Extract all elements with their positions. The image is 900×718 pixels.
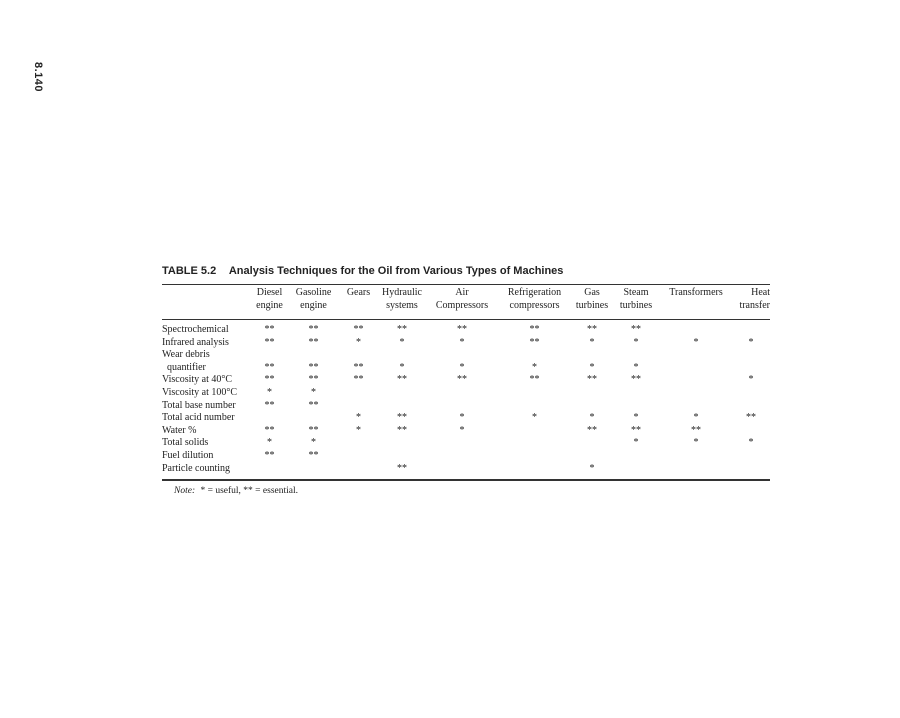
rating-cell: * [532, 412, 537, 424]
rating-cell [427, 387, 497, 400]
rating-cell: ** [397, 374, 407, 386]
column-header: Steam turbines [619, 287, 653, 311]
rating-cell: * [748, 374, 754, 386]
column-header: Hydraulic systems [382, 287, 422, 311]
rating-cell: ** [397, 462, 407, 474]
rating-cell: ** [631, 374, 641, 386]
table-note [174, 486, 298, 496]
rating-cell: * [633, 361, 639, 373]
table-bottom-rule [162, 479, 770, 481]
rating-cell: * [356, 424, 361, 436]
rating-cell [732, 400, 770, 413]
analysis-techniques-table [162, 285, 770, 475]
table-row [162, 374, 770, 387]
rating-cell [612, 463, 660, 476]
rating-cell [732, 450, 770, 463]
rating-cell [572, 349, 612, 362]
rating-cell: ** [308, 399, 319, 411]
rating-cell [427, 349, 497, 362]
row-label [162, 437, 252, 450]
table-row [162, 318, 770, 337]
row-label [162, 450, 252, 463]
rating-cell: ** [457, 374, 467, 386]
row-label [162, 362, 252, 375]
page-number: 8.140 [32, 62, 44, 93]
row-label-text: Viscosity at 100°C [162, 386, 238, 398]
rating-cell [732, 387, 770, 400]
rating-cell: * [267, 437, 272, 449]
rating-cell: ** [264, 449, 275, 461]
rating-cell: * [633, 412, 639, 424]
row-label-text: Viscosity at 40°C [162, 374, 233, 386]
column-header: Heat transfer [739, 287, 770, 311]
rating-cell [497, 463, 572, 476]
rating-cell [660, 349, 732, 362]
rating-cell: ** [746, 412, 756, 424]
row-label [162, 337, 252, 350]
rating-cell [572, 437, 612, 450]
rating-cell: * [633, 336, 639, 348]
rating-cell [287, 463, 340, 476]
row-label [162, 412, 252, 425]
rating-cell: ** [353, 324, 364, 335]
rating-cell [340, 387, 377, 400]
rating-cell: * [356, 336, 361, 348]
table-row [162, 362, 770, 375]
rating-cell: * [748, 437, 754, 449]
table-row [162, 463, 770, 476]
rating-cell: * [356, 412, 361, 424]
rating-cell: ** [529, 336, 540, 348]
rating-cell [340, 400, 377, 413]
row-label-text: Total solids [162, 437, 209, 449]
table-row [162, 337, 770, 350]
rating-cell [377, 400, 427, 413]
rating-cell [377, 349, 427, 362]
rating-cell: * [589, 462, 595, 474]
rating-cell [732, 318, 770, 337]
rating-cell [660, 374, 732, 387]
rating-cell [287, 349, 340, 362]
rating-cell: ** [308, 361, 319, 373]
rating-cell: * [311, 386, 316, 398]
rating-cell: * [633, 437, 639, 449]
rating-cell: * [589, 336, 595, 348]
rating-cell [660, 463, 732, 476]
rating-cell: ** [353, 361, 364, 373]
rating-cell [612, 349, 660, 362]
note-label: Note: [174, 486, 196, 496]
row-label-text: Total acid number [162, 412, 235, 424]
rating-cell: ** [308, 336, 319, 348]
rating-cell [660, 318, 732, 337]
column-header: Gasoline engine [295, 287, 332, 311]
row-header-cell [162, 285, 252, 318]
rating-cell [572, 400, 612, 413]
rating-cell: ** [631, 324, 641, 335]
rating-cell: * [459, 412, 465, 424]
rating-cell: * [459, 361, 465, 373]
column-header: Diesel engine [256, 287, 283, 311]
rating-cell [612, 400, 660, 413]
rating-cell: ** [397, 412, 407, 424]
rating-cell [732, 425, 770, 438]
table-row [162, 450, 770, 463]
rating-cell: ** [264, 324, 275, 335]
row-label [162, 425, 252, 438]
rating-cell [340, 463, 377, 476]
row-label [162, 349, 252, 362]
rating-cell [572, 387, 612, 400]
rating-cell: ** [529, 374, 540, 386]
rating-cell [340, 349, 377, 362]
column-header: Transformers [669, 287, 723, 298]
rating-cell: * [748, 336, 754, 348]
rating-cell [660, 450, 732, 463]
rating-cell: * [399, 336, 405, 348]
rating-cell: * [267, 386, 272, 398]
column-header: Refrigeration compressors [507, 287, 562, 311]
rating-cell: ** [308, 324, 319, 335]
row-label [162, 387, 252, 400]
row-label [162, 463, 252, 476]
rating-cell: * [693, 336, 699, 348]
rating-cell: ** [587, 324, 597, 335]
table-caption-number: TABLE 5.2 [162, 265, 217, 277]
rating-cell [377, 450, 427, 463]
rating-cell [377, 437, 427, 450]
column-header: Gears [346, 287, 371, 298]
rating-cell [252, 349, 287, 362]
rating-cell [252, 463, 287, 476]
rating-cell: ** [457, 324, 467, 335]
row-label-text: Infrared analysis [162, 336, 229, 348]
rating-cell: * [532, 361, 537, 373]
rating-cell: * [589, 412, 595, 424]
table-row [162, 412, 770, 425]
rating-cell [427, 437, 497, 450]
row-label [162, 318, 252, 337]
rating-cell [252, 412, 287, 425]
table-caption-title: Analysis Techniques for the Oil from Various Types of Machines [228, 265, 564, 277]
rating-cell [660, 387, 732, 400]
rating-cell [497, 349, 572, 362]
rating-cell [497, 387, 572, 400]
rating-cell: ** [397, 424, 407, 436]
rating-cell [497, 450, 572, 463]
table-row [162, 400, 770, 413]
rating-cell [612, 450, 660, 463]
rating-cell: * [399, 361, 405, 373]
table-header-row [162, 285, 770, 318]
rating-cell: ** [264, 374, 275, 386]
column-header: Air Compressors [435, 287, 489, 311]
rating-cell [427, 463, 497, 476]
rating-cell: * [589, 361, 595, 373]
rating-cell: * [693, 437, 699, 449]
rating-cell: ** [397, 324, 407, 335]
rating-cell: * [311, 437, 316, 449]
rating-cell [340, 437, 377, 450]
rating-cell: ** [264, 424, 275, 436]
rating-cell [572, 450, 612, 463]
row-label-text: Water % [162, 424, 197, 436]
rating-cell: ** [308, 374, 319, 386]
row-label-text: Fuel dilution [162, 449, 214, 461]
table-caption [162, 265, 563, 277]
rating-cell [377, 387, 427, 400]
rating-cell [660, 362, 732, 375]
column-header: Gas turbines [575, 287, 609, 311]
rating-cell [287, 412, 340, 425]
rating-cell: ** [587, 424, 597, 436]
rating-cell [732, 463, 770, 476]
rating-cell: ** [264, 361, 275, 373]
note-text: * = useful, ** = essential. [200, 486, 299, 496]
rating-cell [660, 400, 732, 413]
rating-cell: * [459, 424, 465, 436]
rating-cell: ** [264, 399, 275, 411]
rating-cell [732, 362, 770, 375]
rating-cell [427, 400, 497, 413]
rating-cell: ** [587, 374, 597, 386]
table-row [162, 437, 770, 450]
rating-cell [497, 400, 572, 413]
rating-cell: ** [631, 424, 641, 436]
row-label-text: Total base number [162, 399, 236, 411]
rating-cell [427, 450, 497, 463]
rating-cell [497, 437, 572, 450]
row-label [162, 374, 252, 387]
rating-cell [732, 349, 770, 362]
rating-cell: ** [691, 424, 701, 436]
row-label-text: Wear debris [162, 349, 210, 361]
rating-cell: ** [353, 374, 364, 386]
rating-cell: * [693, 412, 699, 424]
table-row [162, 349, 770, 362]
row-label-text: quantifier [167, 361, 206, 373]
rating-cell: ** [264, 336, 275, 348]
rating-cell: ** [308, 449, 319, 461]
rating-cell [497, 425, 572, 438]
table-row [162, 387, 770, 400]
rating-cell [340, 450, 377, 463]
rating-cell: * [459, 336, 465, 348]
row-label [162, 400, 252, 413]
rating-cell [612, 387, 660, 400]
rating-cell: ** [529, 324, 540, 335]
row-label-text: Spectrochemical [162, 324, 229, 335]
rating-cell: ** [308, 424, 319, 436]
table-body [162, 318, 770, 475]
table-row [162, 425, 770, 438]
row-label-text: Particle counting [162, 462, 231, 474]
